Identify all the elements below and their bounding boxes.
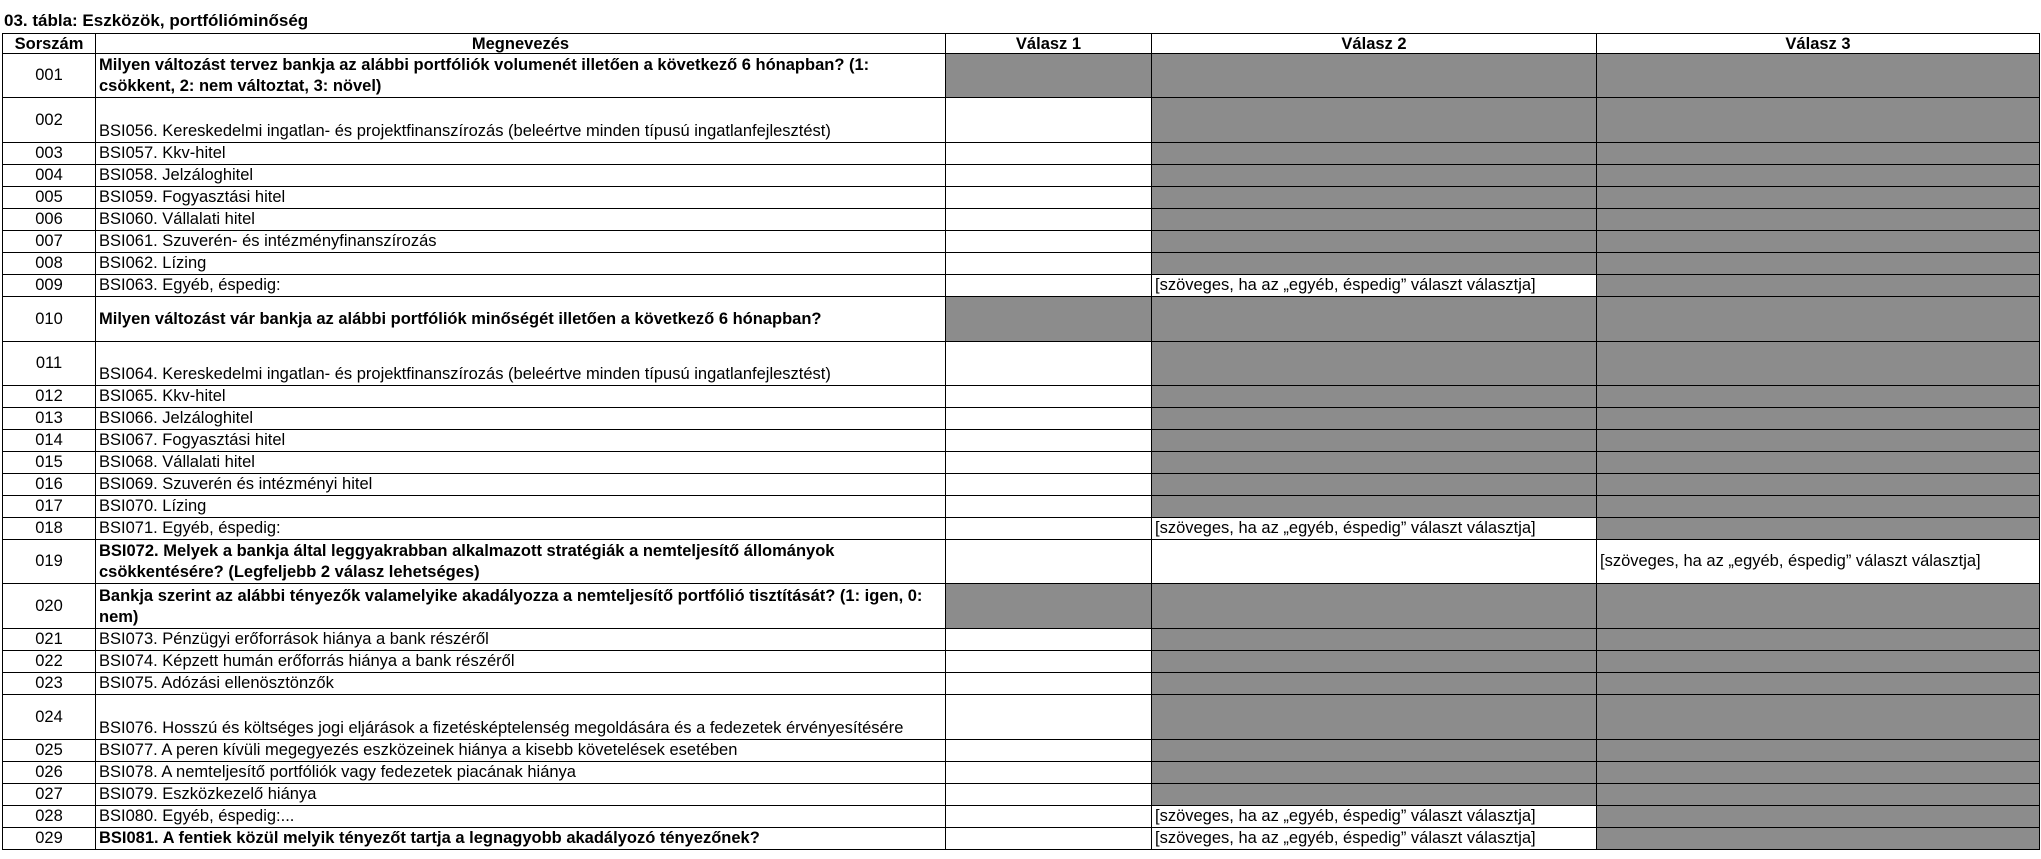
answer-1-input-cell[interactable] [946,496,1152,518]
answer-2-disabled-cell [1152,474,1597,496]
row-label: BSI081. A fentiek közül melyik tényezőt tartja a legnagyobb akadályozó tényezőnek? [96,828,946,850]
answer-2-disabled-cell [1152,651,1597,673]
row-label: BSI071. Egyéb, éspedig: [96,518,946,540]
answer-3-disabled-cell [1597,275,2040,297]
answer-3-disabled-cell [1597,784,2040,806]
answer-3-disabled-cell [1597,740,2040,762]
answer-3-disabled-cell [1597,651,2040,673]
answer-1-input-cell[interactable] [946,540,1152,584]
answer-2-disabled-cell [1152,165,1597,187]
answer-3-disabled-cell [1597,518,2040,540]
answer-1-input-cell[interactable] [946,253,1152,275]
header-valasz-2: Válasz 2 [1152,34,1597,54]
answer-2-disabled-cell [1152,98,1597,143]
table-row [3,342,2040,386]
answer-2-disabled-cell [1152,253,1597,275]
answer-1-input-cell[interactable] [946,651,1152,673]
row-label: BSI076. Hosszú és költséges jogi eljárások a fizetésképtelenség megoldására és a fedezetek érvényesítésére [96,695,946,740]
answer-2-disabled-cell [1152,143,1597,165]
answer-1-input-cell[interactable] [946,187,1152,209]
row-label: BSI075. Adózási ellenösztönzők [96,673,946,695]
row-label: BSI080. Egyéb, éspedig:... [96,806,946,828]
row-label: BSI074. Képzett humán erőforrás hiánya a bank részéről [96,651,946,673]
row-number: 015 [3,452,96,474]
row-label: BSI078. A nemteljesítő portfóliók vagy fedezetek piacának hiánya [96,762,946,784]
row-number: 010 [3,297,96,342]
answer-3-disabled-cell [1597,54,2040,98]
answer-2-disabled-cell [1152,673,1597,695]
answer-2-disabled-cell [1152,231,1597,253]
answer-2-text-cell[interactable]: [szöveges, ha az „egyéb, éspedig” választ választja] [1152,828,1597,850]
table-row [3,143,2040,165]
row-number: 020 [3,584,96,629]
answer-2-text-cell[interactable]: [szöveges, ha az „egyéb, éspedig” választ választja] [1152,518,1597,540]
row-label: BSI069. Szuverén és intézményi hitel [96,474,946,496]
row-label: BSI061. Szuverén- és intézményfinanszírozás [96,231,946,253]
answer-2-disabled-cell [1152,209,1597,231]
answer-3-disabled-cell [1597,386,2040,408]
answer-3-disabled-cell [1597,762,2040,784]
answer-3-disabled-cell [1597,342,2040,386]
row-label: BSI056. Kereskedelmi ingatlan- és projektfinanszírozás (beleértve minden típusú ingatlanfejlesztést) [96,98,946,143]
answer-2-disabled-cell [1152,297,1597,342]
header-valasz-3: Válasz 3 [1597,34,2040,54]
row-number: 001 [3,54,96,98]
header-sorszam: Sorszám [3,34,96,54]
row-number: 026 [3,762,96,784]
answer-1-input-cell[interactable] [946,165,1152,187]
header-row [3,34,2040,54]
answer-3-disabled-cell [1597,187,2040,209]
answer-1-input-cell[interactable] [946,386,1152,408]
answer-3-text-cell[interactable]: [szöveges, ha az „egyéb, éspedig” választ választja] [1597,540,2040,584]
table-row [3,496,2040,518]
row-label: BSI064. Kereskedelmi ingatlan- és projektfinanszírozás (beleértve minden típusú ingatlanfejlesztést) [96,342,946,386]
answer-2-disabled-cell [1152,408,1597,430]
answer-1-input-cell[interactable] [946,452,1152,474]
table-row [3,231,2040,253]
answer-1-input-cell[interactable] [946,828,1152,850]
table-row [3,98,2040,143]
answer-1-input-cell[interactable] [946,695,1152,740]
row-label: BSI059. Fogyasztási hitel [96,187,946,209]
row-number: 024 [3,695,96,740]
table-row [3,629,2040,651]
table-row [3,806,2040,828]
table-row [3,784,2040,806]
table-row [3,430,2040,452]
row-number: 021 [3,629,96,651]
row-label: BSI063. Egyéb, éspedig: [96,275,946,297]
answer-2-disabled-cell [1152,695,1597,740]
table-row [3,209,2040,231]
table-row [3,695,2040,740]
table-row [3,540,2040,584]
header-megnevezes: Megnevezés [96,34,946,54]
row-number: 029 [3,828,96,850]
answer-2-disabled-cell [1152,452,1597,474]
table-row [3,828,2040,850]
row-label: BSI062. Lízing [96,253,946,275]
answer-2-disabled-cell [1152,187,1597,209]
row-number: 007 [3,231,96,253]
row-number: 025 [3,740,96,762]
table-row [3,187,2040,209]
answer-3-disabled-cell [1597,584,2040,629]
answer-1-input-cell[interactable] [946,784,1152,806]
answer-3-disabled-cell [1597,496,2040,518]
answer-2-disabled-cell [1152,584,1597,629]
answer-2-disabled-cell [1152,784,1597,806]
table-row [3,651,2040,673]
answer-1-input-cell[interactable] [946,762,1152,784]
answer-2-disabled-cell [1152,740,1597,762]
answer-3-disabled-cell [1597,695,2040,740]
row-number: 003 [3,143,96,165]
answer-2-disabled-cell [1152,54,1597,98]
row-number: 027 [3,784,96,806]
row-label: BSI079. Eszközkezelő hiánya [96,784,946,806]
table-row [3,54,2040,98]
row-label: BSI060. Vállalati hitel [96,209,946,231]
row-number: 013 [3,408,96,430]
answer-1-input-cell[interactable] [946,231,1152,253]
table-title: 03. tábla: Eszközök, portfólióminőség [4,11,309,30]
row-number: 011 [3,342,96,386]
row-number: 008 [3,253,96,275]
answer-1-disabled-cell [946,584,1152,629]
answer-2-text-cell[interactable]: [szöveges, ha az „egyéb, éspedig” választ választja] [1152,275,1597,297]
row-number: 006 [3,209,96,231]
answer-1-input-cell[interactable] [946,629,1152,651]
table-row [3,673,2040,695]
row-number: 004 [3,165,96,187]
answer-3-disabled-cell [1597,452,2040,474]
table-row [3,740,2040,762]
row-label: BSI070. Lízing [96,496,946,518]
answer-3-disabled-cell [1597,673,2040,695]
row-number: 014 [3,430,96,452]
answer-2-input-cell[interactable] [1152,540,1597,584]
answer-1-input-cell[interactable] [946,342,1152,386]
row-label: BSI057. Kkv-hitel [96,143,946,165]
row-number: 002 [3,98,96,143]
row-label: BSI077. A peren kívüli megegyezés eszközeinek hiánya a kisebb követelések esetében [96,740,946,762]
answer-1-input-cell[interactable] [946,806,1152,828]
table-row [3,518,2040,540]
row-label: BSI066. Jelzáloghitel [96,408,946,430]
answer-1-input-cell[interactable] [946,740,1152,762]
row-label: Milyen változást vár bankja az alábbi portfóliók minőségét illetően a következő 6 hónapban? [96,297,946,342]
answer-2-disabled-cell [1152,386,1597,408]
row-label: BSI067. Fogyasztási hitel [96,430,946,452]
answer-2-disabled-cell [1152,629,1597,651]
table-row [3,474,2040,496]
answer-1-input-cell[interactable] [946,474,1152,496]
answer-3-disabled-cell [1597,408,2040,430]
answer-3-disabled-cell [1597,231,2040,253]
answer-2-disabled-cell [1152,762,1597,784]
row-number: 009 [3,275,96,297]
answer-1-input-cell[interactable] [946,98,1152,143]
row-label: BSI058. Jelzáloghitel [96,165,946,187]
table-row [3,584,2040,629]
answer-2-text-cell[interactable]: [szöveges, ha az „egyéb, éspedig” választ választja] [1152,806,1597,828]
row-label: BSI073. Pénzügyi erőforrások hiánya a bank részéről [96,629,946,651]
table-row [3,762,2040,784]
row-number: 005 [3,187,96,209]
answer-3-disabled-cell [1597,209,2040,231]
answer-3-disabled-cell [1597,828,2040,850]
row-label: BSI065. Kkv-hitel [96,386,946,408]
answer-1-disabled-cell [946,54,1152,98]
survey-table [2,33,2040,850]
answer-3-disabled-cell [1597,253,2040,275]
answer-2-disabled-cell [1152,342,1597,386]
row-number: 018 [3,518,96,540]
answer-1-disabled-cell [946,297,1152,342]
table-row [3,297,2040,342]
answer-1-input-cell[interactable] [946,518,1152,540]
row-number: 019 [3,540,96,584]
answer-1-input-cell[interactable] [946,275,1152,297]
table-row [3,253,2040,275]
row-label: Milyen változást tervez bankja az alábbi portfóliók volumenét illetően a következő 6 hónapban? (1: csökkent, 2: nem változtat, 3: növel) [96,54,946,98]
answer-1-input-cell[interactable] [946,209,1152,231]
row-number: 022 [3,651,96,673]
answer-3-disabled-cell [1597,165,2040,187]
answer-2-disabled-cell [1152,496,1597,518]
answer-3-disabled-cell [1597,430,2040,452]
table-row [3,165,2040,187]
row-label: Bankja szerint az alábbi tényezők valamelyike akadályozza a nemteljesítő portfólió tisztítását? (1: igen, 0: nem) [96,584,946,629]
answer-1-input-cell[interactable] [946,673,1152,695]
table-row [3,452,2040,474]
answer-1-input-cell[interactable] [946,430,1152,452]
row-label: BSI068. Vállalati hitel [96,452,946,474]
answer-3-disabled-cell [1597,297,2040,342]
table-row [3,386,2040,408]
answer-2-disabled-cell [1152,430,1597,452]
row-number: 017 [3,496,96,518]
answer-1-input-cell[interactable] [946,143,1152,165]
answer-3-disabled-cell [1597,474,2040,496]
answer-3-disabled-cell [1597,629,2040,651]
table-row [3,275,2040,297]
header-valasz-1: Válasz 1 [946,34,1152,54]
table-row [3,408,2040,430]
answer-3-disabled-cell [1597,806,2040,828]
row-number: 016 [3,474,96,496]
row-number: 028 [3,806,96,828]
row-number: 023 [3,673,96,695]
answer-3-disabled-cell [1597,143,2040,165]
row-label: BSI072. Melyek a bankja által leggyakrabban alkalmazott stratégiák a nemteljesítő állományok csökkentésére? (Legfeljebb 2 válasz lehetséges) [96,540,946,584]
answer-3-disabled-cell [1597,98,2040,143]
row-number: 012 [3,386,96,408]
answer-1-input-cell[interactable] [946,408,1152,430]
